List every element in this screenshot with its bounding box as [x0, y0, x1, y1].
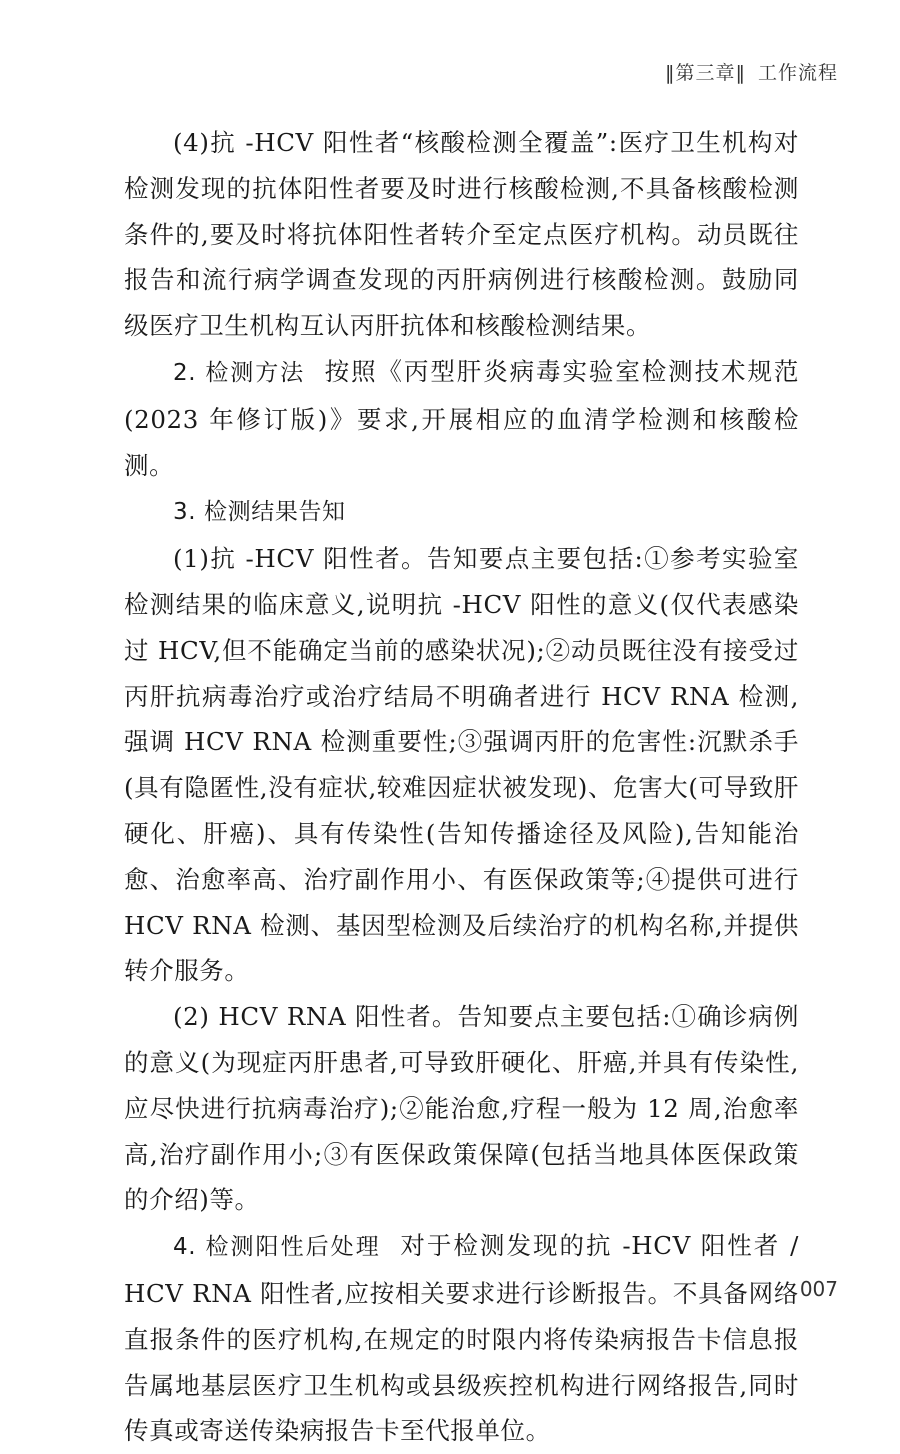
section-post-positive-handling [124, 1223, 799, 1454]
section-title: 3. 检测结果告知 [173, 499, 346, 526]
paragraph-rna-positive: (2) HCV RNA 阳性者。告知要点主要包括:①确诊病例的意义(为现症丙肝患者,可导致肝硬化、肝癌,并具有传染性,应尽快进行抗病毒治疗);②能治愈,疗程一般为 12 周,治愈率高,治疗副作用小;③有医保政策保障(包括当地具体医保政策的介绍)等。 [124, 1002, 799, 1215]
paragraph-hcv-antibody-nucleic-acid: (4)抗 -HCV 阳性者“核酸检测全覆盖”:医疗卫生机构对检测发现的抗体阳性者要及时进行核酸检测,不具备核酸检测条件的,要及时将抗体阳性者转介至定点医疗机构。动员既往报告和流行病学调查发现的丙肝病例进行核酸检测。鼓励同级医疗卫生机构互认丙肝抗体和核酸检测结果。 [124, 128, 799, 341]
section-detection-method [124, 349, 799, 488]
chapter-title: 工作流程 [757, 62, 838, 84]
chapter-label: ‖第三章‖ [664, 62, 746, 84]
section-body: 按照《丙型肝炎病毒实验室检测技术规范(2023 年修订版)》要求,开展相应的血清学检测和核酸检测。 [124, 356, 799, 480]
running-header [665, 58, 838, 85]
section-title: 4. 检测阳性后处理 [173, 1234, 381, 1261]
page-number: 007 [799, 1277, 838, 1301]
section-title: 2. 检测方法 [173, 359, 306, 386]
section-result-notification [124, 488, 799, 536]
paragraph-antibody-positive: (1)抗 -HCV 阳性者。告知要点主要包括:①参考实验室检测结果的临床意义,说明抗 -HCV 阳性的意义(仅代表感染过 HCV,但不能确定当前的感染状况);②动员既往没有接受过丙肝抗病毒治疗或治疗结局不明确者进行 HCV RNA 检测,强调 HCV RNA 检测重要性;③强调丙肝的危害性:沉默杀手(具有隐匿性,没有症状,较难因症状被发现)、危害大(可导致肝硬化、肝癌)、具有传染性(告知传播途径及风险),告知能治愈、治愈率高、治疗副作用小、有医保政策等;④提供可进行 HCV RNA 检测、基因型检测及后续治疗的机构名称,并提供转介服务。 [124, 544, 799, 986]
section-body: 对于检测发现的抗 -HCV 阳性者 / HCV RNA 阳性者,应按相关要求进行诊断报告。不具备网络直报条件的医疗机构,在规定的时限内将传染病报告卡信息报告属地基层医疗卫生机构或县级疾控机构进行网络报告,同时传真或寄送传染病报告卡至代报单位。 [124, 1231, 799, 1446]
body-text [124, 120, 799, 1454]
